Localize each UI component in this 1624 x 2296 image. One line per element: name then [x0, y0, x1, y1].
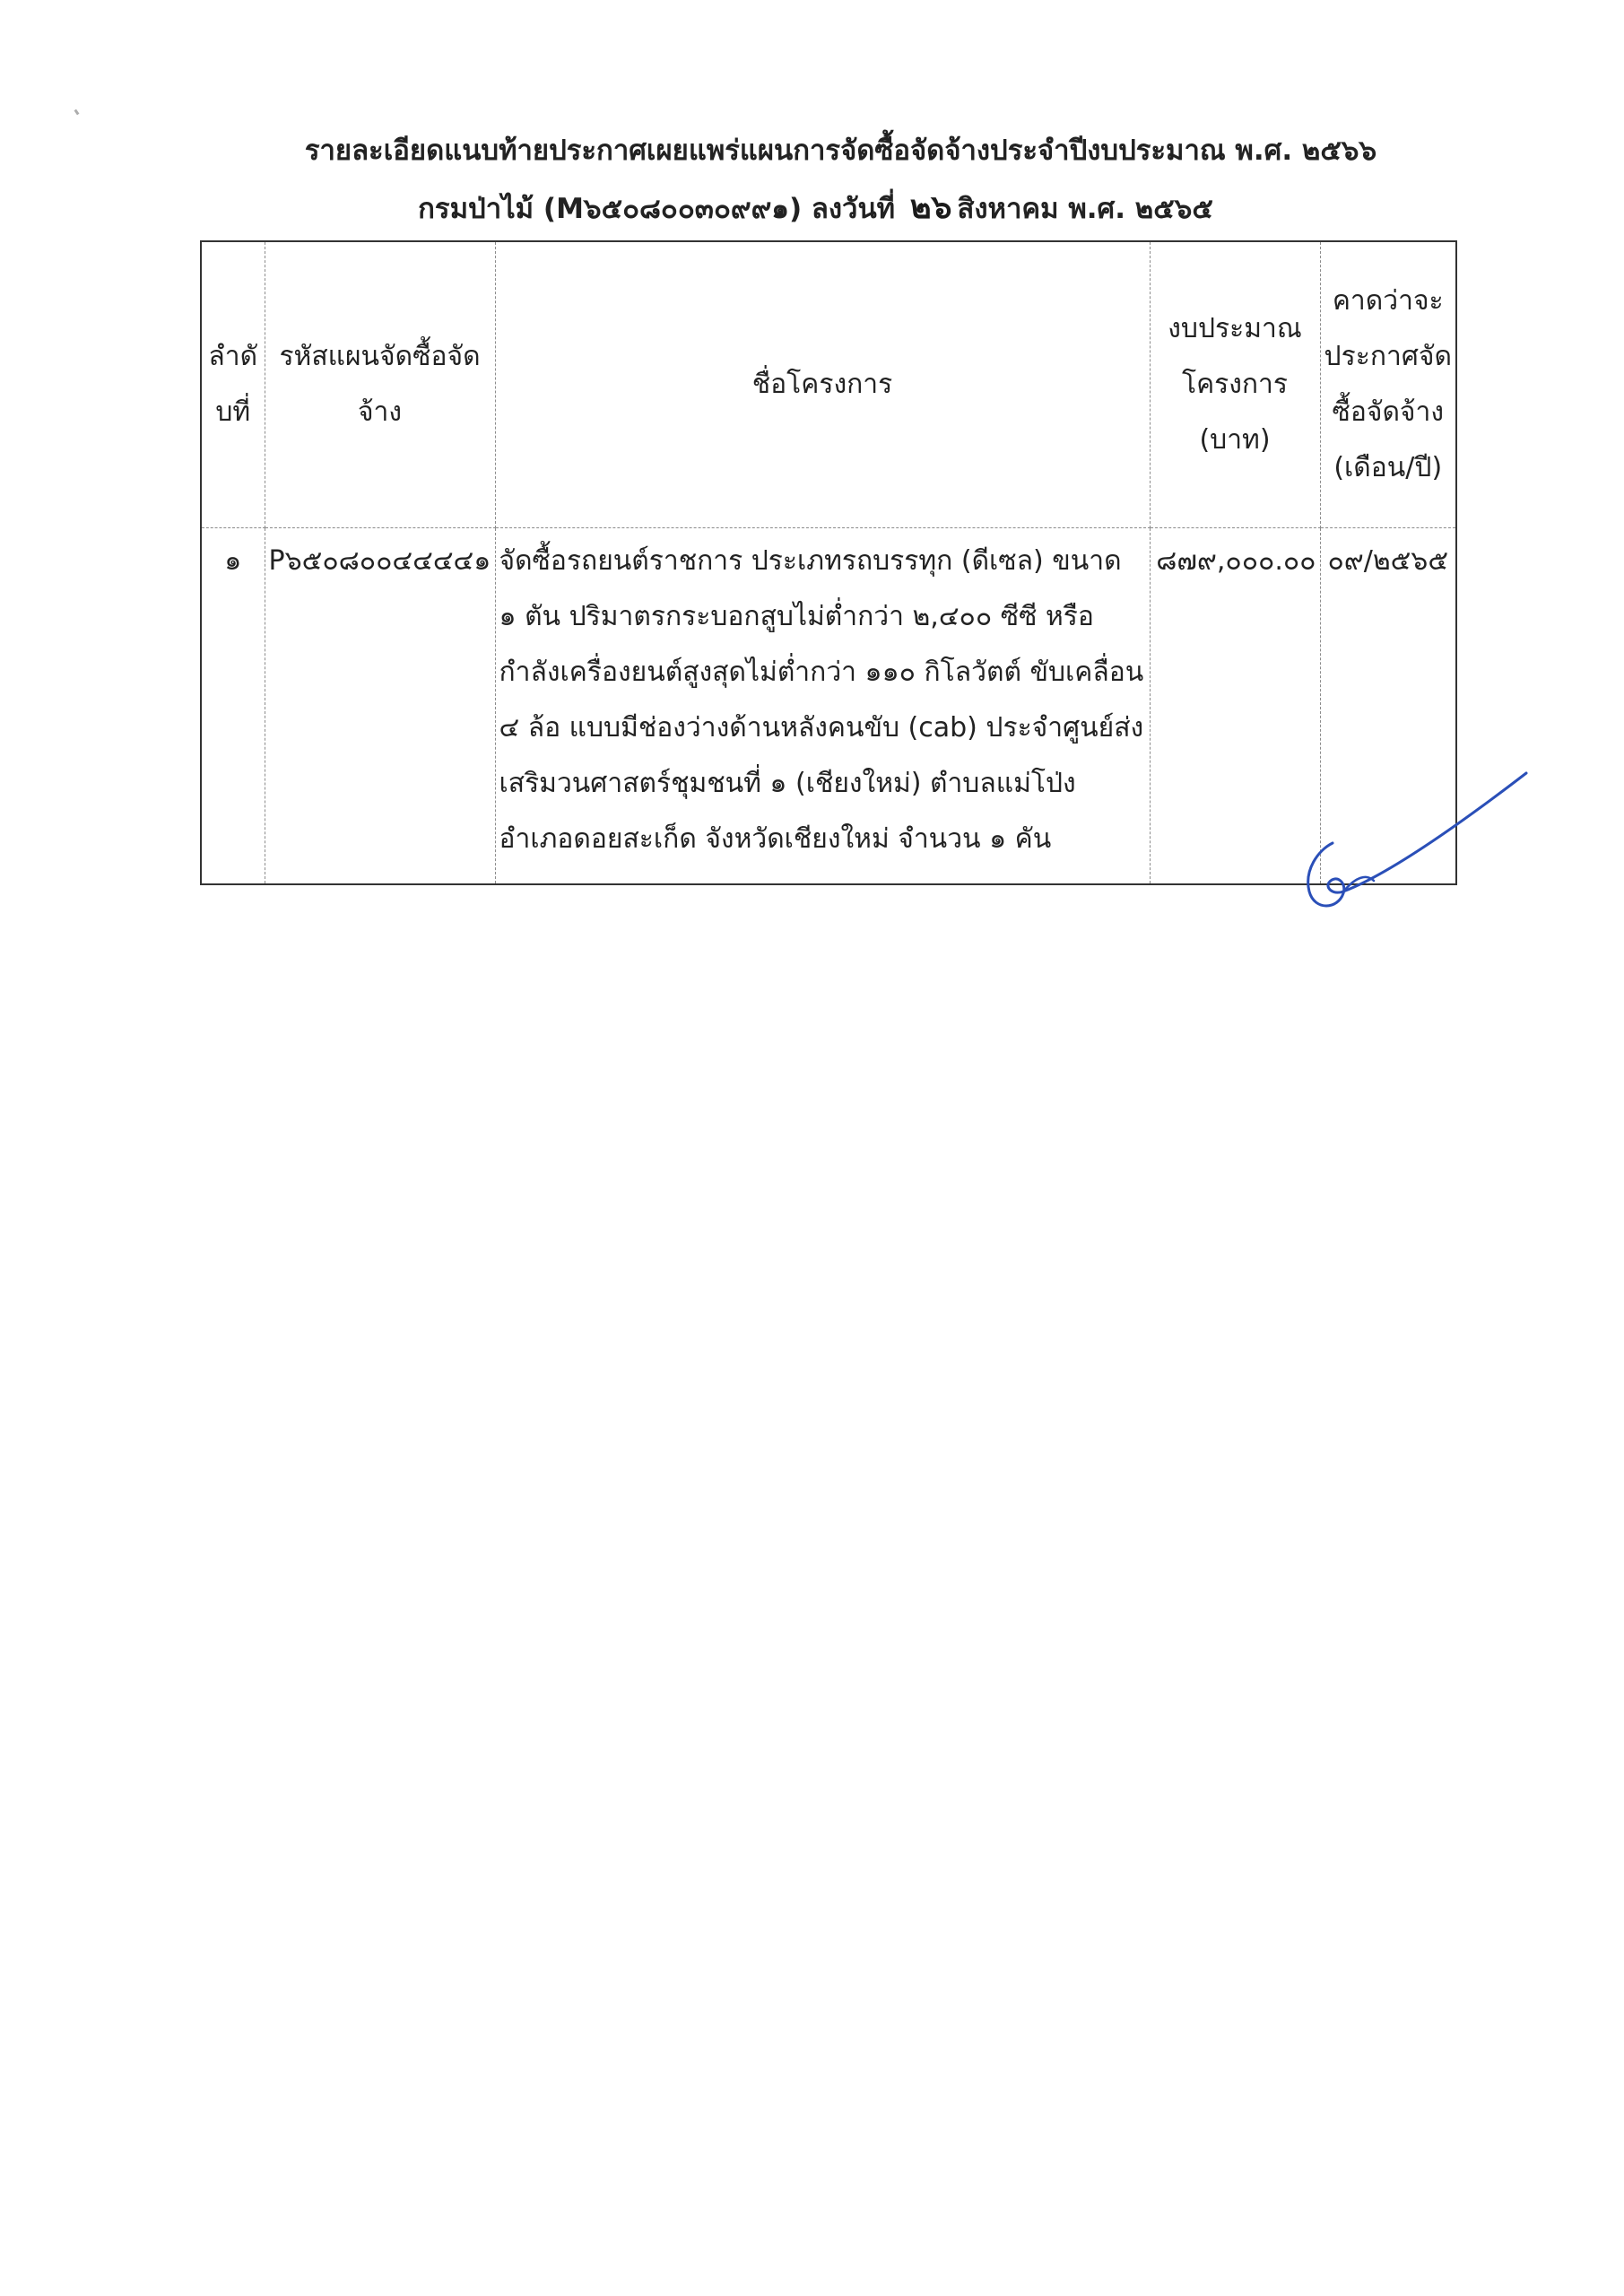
- document-title-text: รายละเอียดแนบท้ายประกาศเผยแพร่แผนการจัดซื้อจัดจ้างประจำปีงบประมาณ พ.ศ. ๒๕๖๖: [304, 135, 1377, 167]
- header-plan-code: รหัสแผนจัดซื้อจัดจ้าง: [265, 241, 495, 528]
- cell-no: ๑: [201, 528, 265, 885]
- cell-budget: ๘๗๙,๐๐๐.๐๐: [1150, 528, 1320, 885]
- document-subtitle: [0, 190, 1624, 227]
- table-body: [201, 528, 1456, 885]
- subtitle-prefix: กรมป่าไม้ (M๖๕๐๘๐๐๓๐๙๙๑) ลงวันที่: [418, 193, 896, 225]
- document-title: [0, 133, 1624, 169]
- cell-project-name: จัดซื้อรถยนต์ราชการ ประเภทรถบรรทุก (ดีเซล) ขนาด ๑ ตัน ปริมาตรกระบอกสูบไม่ต่ำกว่า ๒,๔๐๐ ซีซี หรือกำลังเครื่องยนต์สูงสุดไม่ต่ำกว่า ๑๑๐ กิโลวัตต์ ขับเคลื่อน ๔ ล้อ แบบมีช่องว่างด้านหลังคนขับ (cab) ประจำศูนย์ส่งเสริมวนศาสตร์ชุมชนที่ ๑ (เชียงใหม่) ตำบลแม่โป่ง อำเภอดอยสะเก็ด จังหวัดเชียงใหม่ จำนวน ๑ คัน: [495, 528, 1150, 885]
- table-header: [201, 241, 1456, 528]
- cell-expected-month: ๐๙/๒๕๖๕: [1320, 528, 1456, 885]
- table-row: [201, 528, 1456, 885]
- header-expected-month: คาดว่าจะประกาศจัดซื้อจัดจ้าง (เดือน/ปี): [1320, 241, 1456, 528]
- cell-plan-code: P๖๕๐๘๐๐๔๔๔๔๑: [265, 528, 495, 885]
- subtitle-suffix: สิงหาคม พ.ศ. ๒๕๖๕: [957, 193, 1213, 225]
- handwritten-signature: [1291, 761, 1533, 922]
- header-row: [201, 241, 1456, 528]
- header-budget: งบประมาณโครงการ (บาท): [1150, 241, 1320, 528]
- signature-stroke: [1308, 773, 1526, 906]
- header-no: ลำดับที่: [201, 241, 265, 528]
- scan-speck: [74, 109, 80, 116]
- procurement-plan-table: [200, 240, 1457, 885]
- subtitle-day: ๒๖: [909, 189, 952, 226]
- header-project-name: ชื่อโครงการ: [495, 241, 1150, 528]
